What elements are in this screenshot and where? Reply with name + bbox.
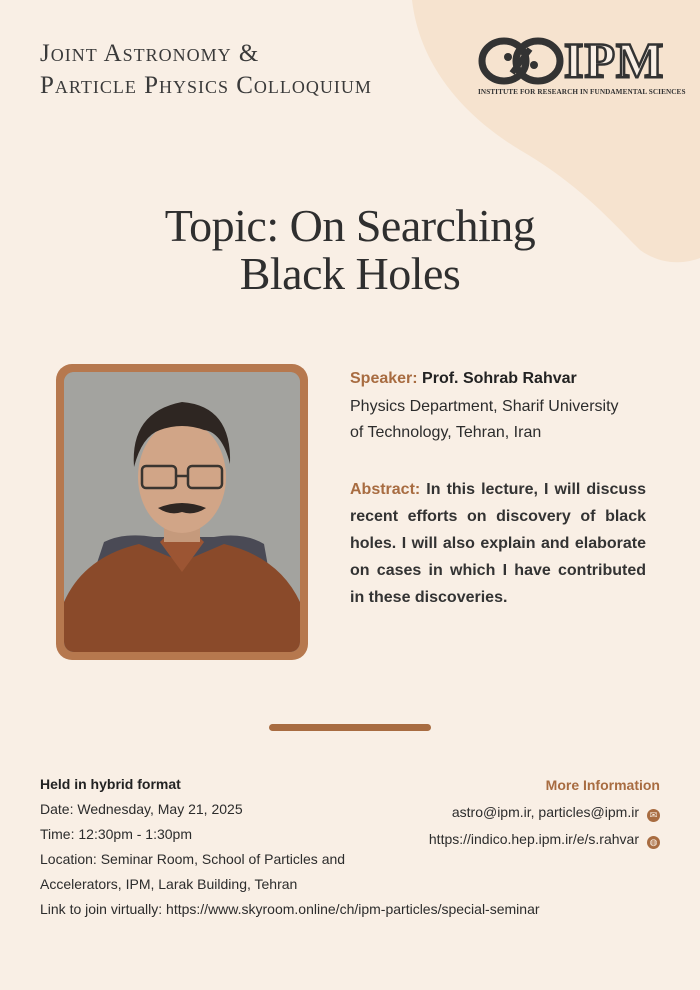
affiliation-line-1: Physics Department, Sharif University: [350, 398, 619, 415]
more-info-heading: More Information: [545, 777, 660, 793]
contact-emails[interactable]: astro@ipm.ir, particles@ipm.ir: [451, 804, 639, 820]
event-url[interactable]: https://indico.hep.ipm.ir/e/s.rahvar: [428, 831, 639, 847]
speaker-affiliation: [350, 394, 650, 446]
ipm-logo-text: IPM: [564, 32, 665, 88]
speaker-info: [350, 366, 650, 446]
event-date: Date: Wednesday, May 21, 2025: [40, 801, 243, 817]
affiliation-line-2: of Technology, Tehran, Iran: [350, 424, 542, 441]
globe-icon: ◍: [647, 836, 660, 849]
series-line-2: Particle Physics Colloquium: [40, 72, 372, 99]
abstract-label: Abstract:: [350, 481, 421, 498]
series-line-1: Joint Astronomy &: [40, 40, 260, 67]
topic-line-2: Black Holes: [239, 248, 461, 299]
ipm-logo-mark-icon: [478, 37, 564, 85]
speaker-portrait-illustration: [64, 372, 300, 652]
format-heading: Held in hybrid format: [40, 776, 181, 792]
ipm-logo: [478, 32, 686, 99]
virtual-link[interactable]: Link to join virtually: https://www.skyroom.online/ch/ipm-particles/special-seminar: [40, 901, 540, 917]
envelope-icon: ✉: [647, 809, 660, 822]
event-time: Time: 12:30pm - 1:30pm: [40, 826, 192, 842]
event-url-row: [429, 826, 660, 853]
more-information: [429, 772, 660, 853]
ipm-logo-subtitle: INSTITUTE FOR RESEARCH IN FUNDAMENTAL SCIENCES: [478, 88, 686, 96]
contact-emails-row: [429, 799, 660, 826]
speaker-photo-frame: [56, 364, 308, 660]
speaker-photo: [64, 372, 300, 652]
event-location-line-2: Accelerators, IPM, Larak Building, Tehran: [40, 876, 298, 892]
abstract-text: In this lecture, I will discuss recent efforts on discovery of black holes. I will also explain and elaborate on cases in which I have contributed in these discoveries.: [350, 481, 646, 606]
abstract-block: [350, 476, 646, 611]
section-divider: [269, 724, 431, 731]
speaker-name: Prof. Sohrab Rahvar: [422, 370, 577, 387]
colloquium-series-title: [40, 38, 372, 102]
speaker-label: Speaker:: [350, 370, 418, 387]
event-location-line-1: Location: Seminar Room, School of Particles and: [40, 851, 346, 867]
topic-title: [0, 202, 700, 298]
topic-line-1: Topic: On Searching: [164, 200, 536, 251]
